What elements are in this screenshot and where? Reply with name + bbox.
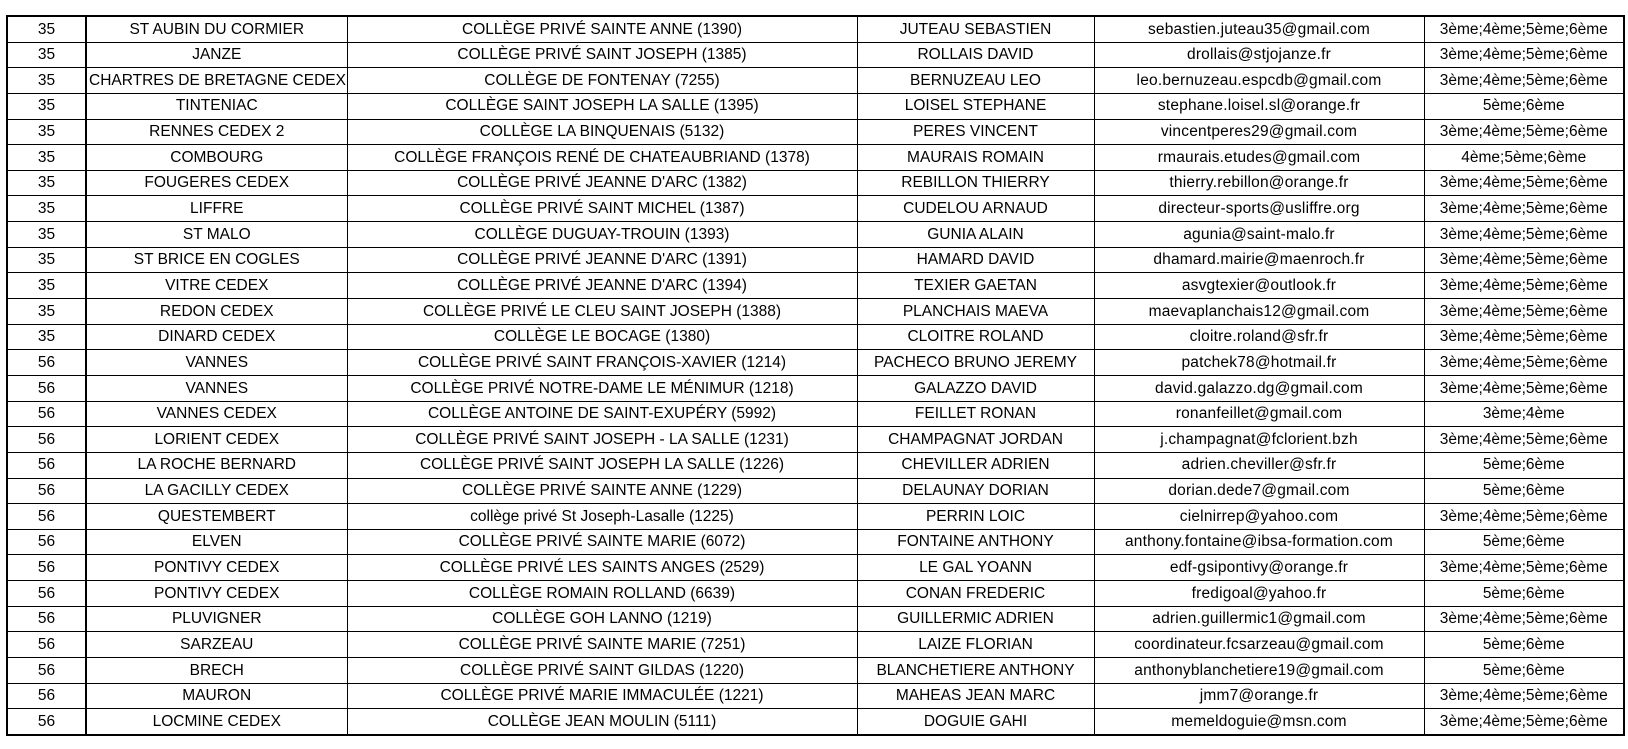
department-cell: 56 <box>7 581 86 607</box>
table-row <box>7 478 1624 504</box>
school-cell: COLLÈGE PRIVÉ SAINT JOSEPH - LA SALLE (1231) <box>347 427 857 453</box>
department-cell: 56 <box>7 529 86 555</box>
levels-cell: 3ème;4ème;5ème;6ème <box>1424 709 1624 735</box>
levels-cell: 5ème;6ème <box>1424 529 1624 555</box>
table-row <box>7 452 1624 478</box>
table-row <box>7 504 1624 530</box>
city-cell: VANNES <box>86 350 347 376</box>
contact-name-cell: BERNUZEAU LEO <box>857 68 1094 94</box>
department-cell: 56 <box>7 401 86 427</box>
contact-name-cell: GALAZZO DAVID <box>857 375 1094 401</box>
email-cell: directeur-sports@usliffre.org <box>1094 196 1424 222</box>
school-cell: COLLÈGE JEAN MOULIN (5111) <box>347 709 857 735</box>
department-cell: 35 <box>7 42 86 68</box>
school-cell: COLLÈGE FRANÇOIS RENÉ DE CHATEAUBRIAND (1378) <box>347 145 857 171</box>
school-cell: COLLÈGE LE BOCAGE (1380) <box>347 324 857 350</box>
contact-name-cell: PACHECO BRUNO JEREMY <box>857 350 1094 376</box>
levels-cell: 3ème;4ème;5ème;6ème <box>1424 273 1624 299</box>
city-cell: ST MALO <box>86 222 347 248</box>
department-cell: 35 <box>7 273 86 299</box>
department-cell: 56 <box>7 375 86 401</box>
email-cell: maevaplanchais12@gmail.com <box>1094 299 1424 325</box>
table-row <box>7 683 1624 709</box>
contact-name-cell: DOGUIE GAHI <box>857 709 1094 735</box>
contact-name-cell: CHAMPAGNAT JORDAN <box>857 427 1094 453</box>
email-cell: sebastien.juteau35@gmail.com <box>1094 16 1424 42</box>
table-row <box>7 170 1624 196</box>
levels-cell: 3ème;4ème;5ème;6ème <box>1424 375 1624 401</box>
table-row <box>7 273 1624 299</box>
school-cell: COLLÈGE PRIVÉ JEANNE D'ARC (1394) <box>347 273 857 299</box>
city-cell: RENNES CEDEX 2 <box>86 119 347 145</box>
email-cell: adrien.cheviller@sfr.fr <box>1094 452 1424 478</box>
department-cell: 56 <box>7 632 86 658</box>
contact-name-cell: CONAN FREDERIC <box>857 581 1094 607</box>
levels-cell: 3ème;4ème;5ème;6ème <box>1424 683 1624 709</box>
school-cell: COLLÈGE PRIVÉ JEANNE D'ARC (1382) <box>347 170 857 196</box>
school-cell: COLLÈGE LA BINQUENAIS (5132) <box>347 119 857 145</box>
table-row <box>7 196 1624 222</box>
table-row <box>7 145 1624 171</box>
table-row <box>7 427 1624 453</box>
school-cell: COLLÈGE PRIVÉ MARIE IMMACULÉE (1221) <box>347 683 857 709</box>
department-cell: 56 <box>7 478 86 504</box>
school-cell: COLLÈGE DUGUAY-TROUIN (1393) <box>347 222 857 248</box>
table-row <box>7 247 1624 273</box>
school-cell: COLLÈGE PRIVÉ SAINTE ANNE (1229) <box>347 478 857 504</box>
levels-cell: 5ème;6ème <box>1424 478 1624 504</box>
school-cell: COLLÈGE PRIVÉ LE CLEU SAINT JOSEPH (1388) <box>347 299 857 325</box>
school-cell: COLLÈGE PRIVÉ JEANNE D'ARC (1391) <box>347 247 857 273</box>
levels-cell: 3ème;4ème;5ème;6ème <box>1424 68 1624 94</box>
department-cell: 56 <box>7 606 86 632</box>
levels-cell: 3ème;4ème;5ème;6ème <box>1424 299 1624 325</box>
city-cell: BRECH <box>86 658 347 684</box>
contact-name-cell: GUILLERMIC ADRIEN <box>857 606 1094 632</box>
email-cell: edf-gsipontivy@orange.fr <box>1094 555 1424 581</box>
contact-name-cell: HAMARD DAVID <box>857 247 1094 273</box>
email-cell: leo.bernuzeau.espcdb@gmail.com <box>1094 68 1424 94</box>
school-cell: COLLÈGE PRIVÉ SAINTE ANNE (1390) <box>347 16 857 42</box>
city-cell: PLUVIGNER <box>86 606 347 632</box>
email-cell: ronanfeillet@gmail.com <box>1094 401 1424 427</box>
table-row <box>7 401 1624 427</box>
email-cell: drollais@stjojanze.fr <box>1094 42 1424 68</box>
table-row <box>7 529 1624 555</box>
table-row <box>7 709 1624 735</box>
email-cell: stephane.loisel.sl@orange.fr <box>1094 93 1424 119</box>
email-cell: anthonyblanchetiere19@gmail.com <box>1094 658 1424 684</box>
school-cell: COLLÈGE ROMAIN ROLLAND (6639) <box>347 581 857 607</box>
city-cell: COMBOURG <box>86 145 347 171</box>
levels-cell: 3ème;4ème;5ème;6ème <box>1424 16 1624 42</box>
school-cell: COLLÈGE PRIVÉ SAINT FRANÇOIS-XAVIER (1214) <box>347 350 857 376</box>
email-cell: cielnirrep@yahoo.com <box>1094 504 1424 530</box>
email-cell: thierry.rebillon@orange.fr <box>1094 170 1424 196</box>
levels-cell: 3ème;4ème;5ème;6ème <box>1424 119 1624 145</box>
table-row <box>7 222 1624 248</box>
levels-cell: 4ème;5ème;6ème <box>1424 145 1624 171</box>
contact-name-cell: JUTEAU SEBASTIEN <box>857 16 1094 42</box>
department-cell: 56 <box>7 504 86 530</box>
city-cell: JANZE <box>86 42 347 68</box>
levels-cell: 5ème;6ème <box>1424 632 1624 658</box>
school-cell: COLLÈGE PRIVÉ SAINTE MARIE (7251) <box>347 632 857 658</box>
school-cell: COLLÈGE GOH LANNO (1219) <box>347 606 857 632</box>
table-row <box>7 555 1624 581</box>
levels-cell: 3ème;4ème;5ème;6ème <box>1424 350 1624 376</box>
levels-cell: 3ème;4ème;5ème;6ème <box>1424 504 1624 530</box>
city-cell: CHARTRES DE BRETAGNE CEDEX <box>86 68 347 94</box>
email-cell: j.champagnat@fclorient.bzh <box>1094 427 1424 453</box>
levels-cell: 3ème;4ème;5ème;6ème <box>1424 606 1624 632</box>
levels-cell: 5ème;6ème <box>1424 452 1624 478</box>
city-cell: PONTIVY CEDEX <box>86 555 347 581</box>
email-cell: dorian.dede7@gmail.com <box>1094 478 1424 504</box>
email-cell: vincentperes29@gmail.com <box>1094 119 1424 145</box>
department-cell: 56 <box>7 350 86 376</box>
department-cell: 56 <box>7 658 86 684</box>
table-row <box>7 16 1624 42</box>
school-cell: COLLÈGE PRIVÉ SAINT GILDAS (1220) <box>347 658 857 684</box>
table-row <box>7 375 1624 401</box>
contact-name-cell: REBILLON THIERRY <box>857 170 1094 196</box>
contact-name-cell: GUNIA ALAIN <box>857 222 1094 248</box>
department-cell: 35 <box>7 247 86 273</box>
table-row <box>7 93 1624 119</box>
email-cell: dhamard.mairie@maenroch.fr <box>1094 247 1424 273</box>
contact-name-cell: MAHEAS JEAN MARC <box>857 683 1094 709</box>
department-cell: 56 <box>7 427 86 453</box>
email-cell: rmaurais.etudes@gmail.com <box>1094 145 1424 171</box>
table-row <box>7 632 1624 658</box>
schools-table <box>6 15 1625 736</box>
school-cell: COLLÈGE PRIVÉ NOTRE-DAME LE MÉNIMUR (1218) <box>347 375 857 401</box>
contact-name-cell: DELAUNAY DORIAN <box>857 478 1094 504</box>
city-cell: ST AUBIN DU CORMIER <box>86 16 347 42</box>
contact-name-cell: CLOITRE ROLAND <box>857 324 1094 350</box>
email-cell: anthony.fontaine@ibsa-formation.com <box>1094 529 1424 555</box>
levels-cell: 3ème;4ème;5ème;6ème <box>1424 324 1624 350</box>
contact-name-cell: MAURAIS ROMAIN <box>857 145 1094 171</box>
email-cell: jmm7@orange.fr <box>1094 683 1424 709</box>
city-cell: DINARD CEDEX <box>86 324 347 350</box>
contact-name-cell: CUDELOU ARNAUD <box>857 196 1094 222</box>
school-cell: COLLÈGE DE FONTENAY (7255) <box>347 68 857 94</box>
table-row <box>7 42 1624 68</box>
city-cell: MAURON <box>86 683 347 709</box>
contact-name-cell: LAIZE FLORIAN <box>857 632 1094 658</box>
city-cell: ELVEN <box>86 529 347 555</box>
school-cell: COLLÈGE PRIVÉ SAINTE MARIE (6072) <box>347 529 857 555</box>
table-row <box>7 606 1624 632</box>
contact-name-cell: PERES VINCENT <box>857 119 1094 145</box>
email-cell: cloitre.roland@sfr.fr <box>1094 324 1424 350</box>
department-cell: 35 <box>7 324 86 350</box>
city-cell: FOUGERES CEDEX <box>86 170 347 196</box>
school-cell: COLLÈGE SAINT JOSEPH LA SALLE (1395) <box>347 93 857 119</box>
department-cell: 35 <box>7 222 86 248</box>
email-cell: memeldoguie@msn.com <box>1094 709 1424 735</box>
city-cell: LIFFRE <box>86 196 347 222</box>
department-cell: 35 <box>7 16 86 42</box>
table-row <box>7 350 1624 376</box>
levels-cell: 3ème;4ème;5ème;6ème <box>1424 555 1624 581</box>
schools-table-container <box>6 15 1625 736</box>
levels-cell: 3ème;4ème;5ème;6ème <box>1424 247 1624 273</box>
city-cell: REDON CEDEX <box>86 299 347 325</box>
city-cell: SARZEAU <box>86 632 347 658</box>
city-cell: PONTIVY CEDEX <box>86 581 347 607</box>
department-cell: 56 <box>7 709 86 735</box>
email-cell: patchek78@hotmail.fr <box>1094 350 1424 376</box>
city-cell: LORIENT CEDEX <box>86 427 347 453</box>
levels-cell: 3ème;4ème;5ème;6ème <box>1424 196 1624 222</box>
contact-name-cell: FONTAINE ANTHONY <box>857 529 1094 555</box>
city-cell: VANNES CEDEX <box>86 401 347 427</box>
department-cell: 56 <box>7 452 86 478</box>
department-cell: 35 <box>7 170 86 196</box>
city-cell: VANNES <box>86 375 347 401</box>
contact-name-cell: LE GAL YOANN <box>857 555 1094 581</box>
levels-cell: 5ème;6ème <box>1424 581 1624 607</box>
department-cell: 35 <box>7 68 86 94</box>
contact-name-cell: ROLLAIS DAVID <box>857 42 1094 68</box>
department-cell: 35 <box>7 119 86 145</box>
school-cell: collège privé St Joseph-Lasalle (1225) <box>347 504 857 530</box>
table-row <box>7 68 1624 94</box>
school-cell: COLLÈGE PRIVÉ SAINT MICHEL (1387) <box>347 196 857 222</box>
email-cell: david.galazzo.dg@gmail.com <box>1094 375 1424 401</box>
levels-cell: 3ème;4ème;5ème;6ème <box>1424 42 1624 68</box>
table-row <box>7 299 1624 325</box>
table-row <box>7 119 1624 145</box>
levels-cell: 3ème;4ème <box>1424 401 1624 427</box>
contact-name-cell: LOISEL STEPHANE <box>857 93 1094 119</box>
contact-name-cell: FEILLET RONAN <box>857 401 1094 427</box>
school-cell: COLLÈGE PRIVÉ SAINT JOSEPH LA SALLE (1226) <box>347 452 857 478</box>
levels-cell: 3ème;4ème;5ème;6ème <box>1424 170 1624 196</box>
email-cell: asvgtexier@outlook.fr <box>1094 273 1424 299</box>
department-cell: 56 <box>7 683 86 709</box>
city-cell: LA ROCHE BERNARD <box>86 452 347 478</box>
email-cell: coordinateur.fcsarzeau@gmail.com <box>1094 632 1424 658</box>
city-cell: LA GACILLY CEDEX <box>86 478 347 504</box>
contact-name-cell: PLANCHAIS MAEVA <box>857 299 1094 325</box>
email-cell: fredigoal@yahoo.fr <box>1094 581 1424 607</box>
contact-name-cell: CHEVILLER ADRIEN <box>857 452 1094 478</box>
school-cell: COLLÈGE ANTOINE DE SAINT-EXUPÉRY (5992) <box>347 401 857 427</box>
levels-cell: 5ème;6ème <box>1424 93 1624 119</box>
levels-cell: 3ème;4ème;5ème;6ème <box>1424 222 1624 248</box>
department-cell: 35 <box>7 196 86 222</box>
email-cell: agunia@saint-malo.fr <box>1094 222 1424 248</box>
contact-name-cell: PERRIN LOIC <box>857 504 1094 530</box>
levels-cell: 5ème;6ème <box>1424 658 1624 684</box>
city-cell: QUESTEMBERT <box>86 504 347 530</box>
city-cell: LOCMINE CEDEX <box>86 709 347 735</box>
department-cell: 35 <box>7 93 86 119</box>
contact-name-cell: TEXIER GAETAN <box>857 273 1094 299</box>
table-row <box>7 324 1624 350</box>
department-cell: 35 <box>7 145 86 171</box>
city-cell: ST BRICE EN COGLES <box>86 247 347 273</box>
city-cell: TINTENIAC <box>86 93 347 119</box>
table-row <box>7 658 1624 684</box>
email-cell: adrien.guillermic1@gmail.com <box>1094 606 1424 632</box>
contact-name-cell: BLANCHETIERE ANTHONY <box>857 658 1094 684</box>
table-body <box>7 16 1624 735</box>
school-cell: COLLÈGE PRIVÉ SAINT JOSEPH (1385) <box>347 42 857 68</box>
department-cell: 35 <box>7 299 86 325</box>
levels-cell: 3ème;4ème;5ème;6ème <box>1424 427 1624 453</box>
school-cell: COLLÈGE PRIVÉ LES SAINTS ANGES (2529) <box>347 555 857 581</box>
table-row <box>7 581 1624 607</box>
department-cell: 56 <box>7 555 86 581</box>
city-cell: VITRE CEDEX <box>86 273 347 299</box>
